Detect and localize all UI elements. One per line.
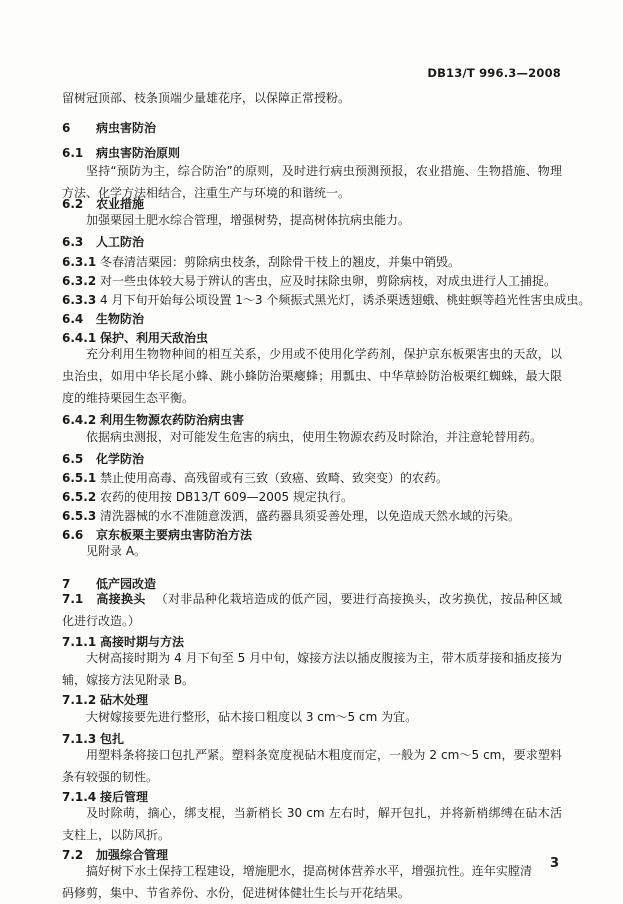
clause-text: （对非品种化栽培造成的低产园，要进行高接换头，改劣换优，按品种区域化进行改造。） (62, 592, 562, 628)
section-title: 生物防治 (96, 312, 145, 326)
section-number: 6.2 (62, 197, 84, 211)
section-title: 人工防治 (96, 235, 145, 249)
section-number: 7.2 (62, 848, 84, 862)
clause-number: 6.3.2 (62, 274, 97, 288)
clause-text: 农药的使用按 DB13/T 609—2005 规定执行。 (100, 490, 354, 504)
section-number: 6.4.1 (62, 331, 97, 345)
section-title: 砧木处理 (100, 693, 149, 707)
section-title: 京东板栗主要病虫害防治方法 (96, 528, 253, 542)
page-number: 3 (549, 856, 559, 871)
section-number: 7.1.3 (62, 732, 97, 746)
clause-7-1 (62, 588, 562, 632)
section-heading-6-5 (62, 451, 144, 467)
text-line: 留树冠顶部、枝条顶端少量雄花序，以保障正常授粉。 (62, 91, 351, 105)
section-heading-6-3 (62, 234, 144, 250)
section-title: 病虫害防治 (96, 121, 157, 135)
section-title: 保护、利用天敌治虫 (100, 331, 209, 345)
section-heading-6 (62, 120, 156, 136)
section-title: 加强综合管理 (96, 848, 169, 862)
paragraph-6-4-1: 充分利用生物物种间的相互关系，少用或不使用化学药剂，保护京东板栗害虫的天敌，以虫治虫，如用中华长尾小蜂、跳小蜂防治栗瘿蜂；用瓢虫、中华草蛉防治板栗红蜘蛛，最大限度的维持栗园生态平衡。 (62, 347, 562, 405)
section-title: 包扎 (100, 732, 125, 746)
section-title: 接后管理 (100, 790, 149, 804)
clause-text: 清洗器械的水不准随意泼洒，盛药器具须妥善处理，以免造成天然水域的污染。 (100, 509, 521, 523)
paragraph-7-1-1: 大树高接时期为 4 月下旬至 5 月中旬，嫁接方法以插皮腹接为主，带木质芽接和插皮接为辅，嫁接方法见附录 B。 (62, 651, 562, 687)
clause-number: 6.5.3 (62, 509, 97, 523)
section-number: 6.4 (62, 312, 84, 326)
section-number: 6.4.2 (62, 413, 97, 427)
section-title: 农业措施 (96, 197, 145, 211)
section-title: 化学防治 (96, 452, 145, 466)
paragraph-6-4-2: 依据病虫测报，对可能发生危害的病虫，使用生物源农药及时除治，并注意轮替用药。 (86, 430, 543, 444)
clause-text: 4 月下旬开始每公顷设置 1～3 个频振式黑光灯，诱杀栗透翅蛾、桃蛀螟等趋光性害虫成虫。 (100, 293, 591, 307)
paragraph-7-2: 搞好树下水土保持工程建设，增施肥水，提高树体营养水平，增强抗性。连年实膛清码修剪，集中、节省养份、水份，促进树体健壮生长与开花结果。 (62, 864, 532, 900)
section-number: 6 (62, 121, 71, 135)
clause-number: 6.3.3 (62, 293, 97, 307)
clause-6-3-2 (62, 273, 556, 289)
section-number: 7.1.2 (62, 693, 97, 707)
paragraph-7-1-2: 大树嫁接要先进行整形，砧木接口粗度以 3 cm～5 cm 为宜。 (86, 710, 418, 724)
clause-6-3-1 (62, 254, 460, 270)
section-heading-6-1 (62, 145, 180, 161)
clause-text: 对一些虫体较大易于辨认的害虫，应及时抹除虫卵，剪除病枝，对成虫进行人工捕捉。 (100, 274, 557, 288)
section-title: 高接换头 (96, 592, 146, 606)
section-title: 病虫害防治原则 (96, 146, 181, 160)
section-heading-6-4 (62, 311, 144, 327)
section-number: 7 (62, 577, 71, 591)
section-number: 6.1 (62, 146, 84, 160)
section-title: 高接时期与方法 (100, 635, 185, 649)
clause-number: 6.5.1 (62, 471, 97, 485)
section-title: 低产园改造 (96, 577, 157, 591)
clause-number: 6.3.1 (62, 255, 97, 269)
clause-6-3-3 (62, 292, 590, 308)
clause-text: 冬春清洁栗园：剪除病虫枝条，刮除骨干枝上的翘皮，并集中销毁。 (100, 255, 461, 269)
section-number: 6.5 (62, 452, 84, 466)
paragraph-7-1-4: 及时除萌，摘心，绑支棍，当新梢长 30 cm 左右时，解开包扎，并将新梢绑缚在砧木活支柱上，以防风折。 (62, 806, 562, 842)
paragraph-6-1: 坚持“预防为主，综合防治”的原则，及时进行病虫预测预报，农业措施、生物措施、物理方法、化学方法相结合，注重生产与环境的和谐统一。 (62, 164, 562, 200)
section-number: 6.3 (62, 235, 84, 249)
clause-6-5-2 (62, 489, 353, 505)
section-title: 利用生物源农药防治病虫害 (100, 413, 245, 427)
clause-6-5-1 (62, 470, 448, 486)
section-number: 7.1 (62, 592, 84, 606)
section-number: 6.6 (62, 528, 84, 542)
paragraph-6-6: 见附录 A。 (86, 544, 147, 558)
document-id: DB13/T 996.3—2008 (427, 66, 561, 80)
clause-6-5-3 (62, 508, 520, 524)
paragraph-6-2: 加强栗园土肥水综合管理，增强树势，提高树体抗病虫能力。 (86, 213, 411, 227)
section-number: 7.1.4 (62, 790, 97, 804)
paragraph-7-1-3: 用塑料条将接口包扎严紧。塑料条宽度视砧木粗度而定，一般为 2 cm～5 cm，要求塑料条有较强的韧性。 (62, 748, 562, 784)
clause-number: 6.5.2 (62, 490, 97, 504)
clause-text: 禁止使用高毒、高残留或有三致（致癌、致畸、致突变）的农药。 (100, 471, 449, 485)
section-number: 7.1.1 (62, 635, 97, 649)
